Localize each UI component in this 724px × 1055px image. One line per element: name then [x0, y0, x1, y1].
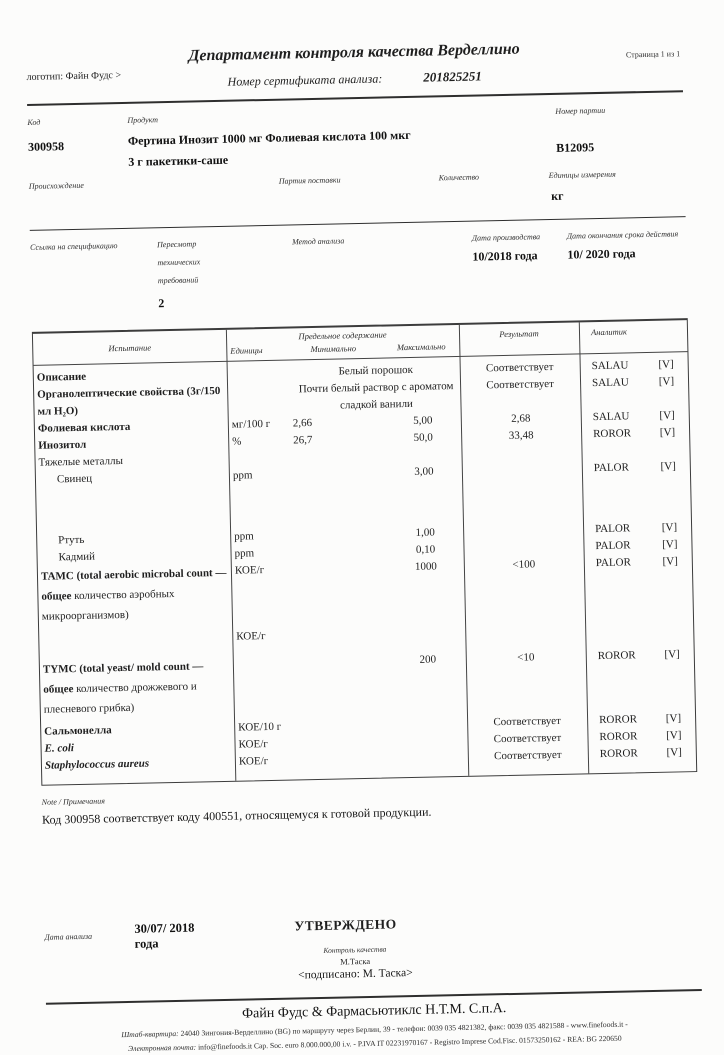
test-name: Свинец [56, 472, 93, 486]
test-name: Органолептические свойства (3г/150 мл H₂O) [37, 384, 221, 418]
analyst-cell [586, 646, 694, 665]
analyst-name: SALAU [591, 359, 629, 373]
test-result: Соответствует [493, 748, 562, 763]
header-min: Минимально [310, 343, 357, 355]
analyst-name: SALAU [591, 376, 629, 390]
analyst-cell [581, 424, 689, 443]
results-table [32, 318, 697, 786]
analysis-date-line1: 30/07/ 2018 [134, 920, 195, 936]
test-name: TYMC (total yeast/ mold count — общее количество дрожжевого и плесневого грибка) [42, 660, 204, 716]
quantity-label: Количество [438, 172, 480, 183]
analyst-checkmark: [V] [662, 538, 678, 551]
code-field [27, 110, 128, 172]
prod-date-field [472, 226, 569, 305]
analysis-date-line2: года [134, 936, 159, 951]
code-value: 300958 [27, 139, 65, 154]
test-result: 33,48 [508, 429, 534, 442]
note-label: Note / Примечания [41, 796, 105, 807]
spec-info-row [30, 223, 687, 314]
limit-min [291, 716, 391, 718]
analyst-checkmark: [V] [664, 648, 680, 661]
certificate-number-label: Номер сертификата анализа: [227, 71, 383, 89]
hq-label: Штаб-квартира: [121, 1028, 179, 1040]
batch-value: B12095 [555, 140, 595, 155]
analyst-checkmark: [V] [665, 712, 682, 725]
analyst-checkmark: [V] [661, 521, 678, 534]
spec-ref-field [30, 234, 159, 314]
spec-ref-label: Ссылка на спецификацию [30, 241, 118, 252]
code-label: Код [27, 117, 41, 127]
test-result: Соответствует [493, 731, 562, 746]
test-unit: КОЕ/г [234, 564, 265, 577]
exp-date-value: 10/ 2020 года [567, 246, 636, 262]
test-name: TAMC (total aerobic microbal count — общее количество аэробных микроорганизмов) [40, 566, 227, 623]
limit-max: 200 [419, 653, 437, 666]
company-name: Файн Фудс & Фармасьютиклс Н.Т.М. С.п.А. [241, 1001, 507, 1022]
analyst-cell [588, 744, 696, 763]
product-name: Фертина Инозит 1000 мг Фолиевая кислота 100 мкг [127, 127, 411, 148]
test-unit: КОЕ/г [238, 755, 269, 768]
analyst-checkmark: [V] [658, 358, 674, 371]
signature-block [260, 943, 451, 982]
header-limits-group [226, 328, 459, 359]
origin-label: Происхождение [28, 180, 84, 191]
unit-value: кг [550, 188, 564, 203]
analyst-cell [580, 373, 688, 392]
analyst-cell [584, 553, 692, 572]
limit-min [290, 652, 390, 654]
origin-field [29, 171, 280, 220]
unit-label: Единицы измерения [548, 169, 616, 181]
test-name: E. coli [44, 742, 75, 755]
results-table-body [34, 352, 696, 775]
limit-min: 2,66 [292, 417, 313, 430]
header-units: Единицы [230, 345, 263, 356]
limit-max: 0,10 [415, 543, 436, 556]
test-name: Сальмонелла [44, 724, 112, 738]
email-text: info@finefoods.it Cap. Soc. euro 8.000.000,00 i.v. - P.IVA IT 02231970167 - Registro Imprese Cod.Fisc. 01573250162 - REA: BG 220650 [197, 1033, 622, 1052]
test-unit: КОЕ/г [238, 738, 268, 751]
test-unit [227, 365, 284, 366]
revision-value: 2 [158, 296, 165, 311]
note-section [42, 778, 699, 828]
document-title: Департамент контроля качества Верделлино [188, 40, 520, 65]
limit-max: 3,00 [414, 465, 434, 478]
approval-block [294, 915, 450, 981]
test-unit [227, 382, 284, 383]
header-result: Результат [499, 328, 539, 340]
method-label: Метод анализа [291, 236, 345, 247]
analyst-name: PALOR [595, 556, 632, 570]
analyst-name: ROROR [599, 747, 638, 761]
analyst-name: ROROR [593, 427, 632, 441]
test-unit: ppm [232, 469, 253, 482]
analyst-name: ROROR [597, 649, 636, 663]
limit-max [389, 624, 465, 626]
header-limits: Предельное содержание [298, 329, 387, 342]
product-field [127, 101, 556, 170]
analyst-cell [582, 458, 690, 477]
limit-max: 50,0 [413, 431, 433, 444]
note-text: Код 300958 соответствует коду 400551, относящемуся к готовой продукции. [41, 804, 432, 827]
limit-min [287, 525, 387, 527]
test-unit: КОЕ/10 г [238, 720, 282, 734]
product-info-row [27, 98, 684, 172]
test-name: Ртуть [58, 533, 85, 547]
quantity-field [439, 165, 550, 211]
revision-field [157, 233, 233, 312]
analysis-date-label: Дата анализа [44, 931, 93, 942]
limit-max: 1000 [414, 560, 437, 573]
qc-label: Контроль качества [323, 944, 387, 955]
limit-text: Белый порошок [338, 363, 414, 378]
test-unit: ppm [234, 547, 255, 560]
test-result: 2,68 [511, 412, 531, 425]
limit-max: 1,00 [415, 526, 435, 539]
analyst-checkmark: [V] [659, 409, 675, 422]
page-number: Страница 1 из 1 [625, 49, 681, 60]
test-result: Соответствует [493, 714, 562, 729]
test-result [463, 521, 583, 524]
analyst-checkmark: [V] [659, 426, 676, 439]
limit-max: 5,00 [413, 414, 433, 427]
analyst-checkmark: [V] [666, 746, 682, 759]
analyst-checkmark: [V] [666, 729, 682, 742]
test-name: Инозитол [38, 438, 87, 452]
origin-info-row [29, 162, 686, 220]
analyst-checkmark: [V] [662, 555, 678, 568]
test-unit: ppm [234, 530, 254, 543]
method-field [292, 228, 474, 309]
analyst-cell [585, 619, 693, 621]
header-analyst: Аналитик [590, 326, 628, 338]
analyst-name: ROROR [599, 730, 638, 744]
certificate-number-line [27, 64, 683, 94]
signed-line: <подписано: М. Таска> [298, 967, 413, 982]
document-header [26, 37, 683, 94]
limit-max [391, 715, 467, 717]
header-max: Максимально [396, 341, 446, 353]
test-name: Staphylococcus aureus [44, 757, 150, 772]
analyst-checkmark: [V] [660, 460, 676, 473]
analysis-date-field [44, 922, 135, 987]
header-test: Испытание [108, 342, 152, 354]
table-row [38, 553, 693, 627]
test-result: <100 [512, 558, 536, 571]
email-label: Электронная почта: [128, 1042, 197, 1054]
limit-min: 26,7 [293, 434, 313, 447]
test-name: Тяжелые металлы [38, 455, 124, 469]
analyst-checkmark: [V] [658, 375, 675, 388]
document-footer [46, 989, 703, 1055]
test-result: <10 [517, 651, 535, 664]
test-result: Соответствует [485, 360, 554, 375]
limit-text: Почти белый раствор с ароматом сладкой ванили [298, 380, 454, 412]
analyst-name: SALAU [592, 410, 630, 424]
supply-batch-label: Партия поставки [278, 175, 341, 186]
approved-stamp: УТВЕРЖДЕНО [294, 916, 397, 934]
product-form: 3 г пакетики-саше [128, 152, 229, 169]
test-result [465, 621, 585, 624]
revision-label: Пересмотр технических требований [156, 239, 201, 286]
logo-text: логотип: Файн Фудс > [26, 69, 122, 83]
test-result: Соответствует [486, 377, 554, 392]
analyst-name: ROROR [599, 713, 638, 727]
analyst-name: PALOR [595, 522, 631, 536]
batch-field [555, 98, 684, 161]
batch-label: Номер партии [555, 105, 606, 116]
exp-date-field [567, 223, 688, 302]
test-unit: % [232, 435, 242, 448]
supply-batch-field [279, 167, 440, 214]
test-unit: КОЕ/г [236, 630, 266, 643]
test-name: Фолиевая кислота [37, 420, 131, 435]
prod-date-value: 10/2018 года [472, 248, 538, 264]
test-name: Описание [36, 370, 87, 384]
limit-min [289, 625, 389, 627]
analyst-name: PALOR [595, 539, 631, 553]
prod-date-label: Дата производства [471, 232, 541, 243]
test-unit: мг/100 г [231, 417, 271, 431]
unit-field [548, 162, 685, 209]
test-name: Кадмий [58, 550, 96, 564]
product-label: Продукт [127, 115, 159, 125]
test-name [39, 629, 232, 633]
hq-text: 24040 Зингония-Верделлино (BG) по маршруту через Берлин, 39 - телефон: 0039 035 4821382, факс: 0039 035 4821588 - www.finefoods.it - [180, 1019, 628, 1038]
table-row [40, 646, 695, 720]
qc-name: М.Таска [340, 955, 371, 967]
exp-date-label: Дата окончания срока действия [566, 229, 679, 241]
test-unit [233, 655, 290, 656]
analyst-name: PALOR [593, 461, 630, 475]
approval-section [44, 910, 701, 987]
certificate-number-value: 201825251 [423, 68, 482, 85]
